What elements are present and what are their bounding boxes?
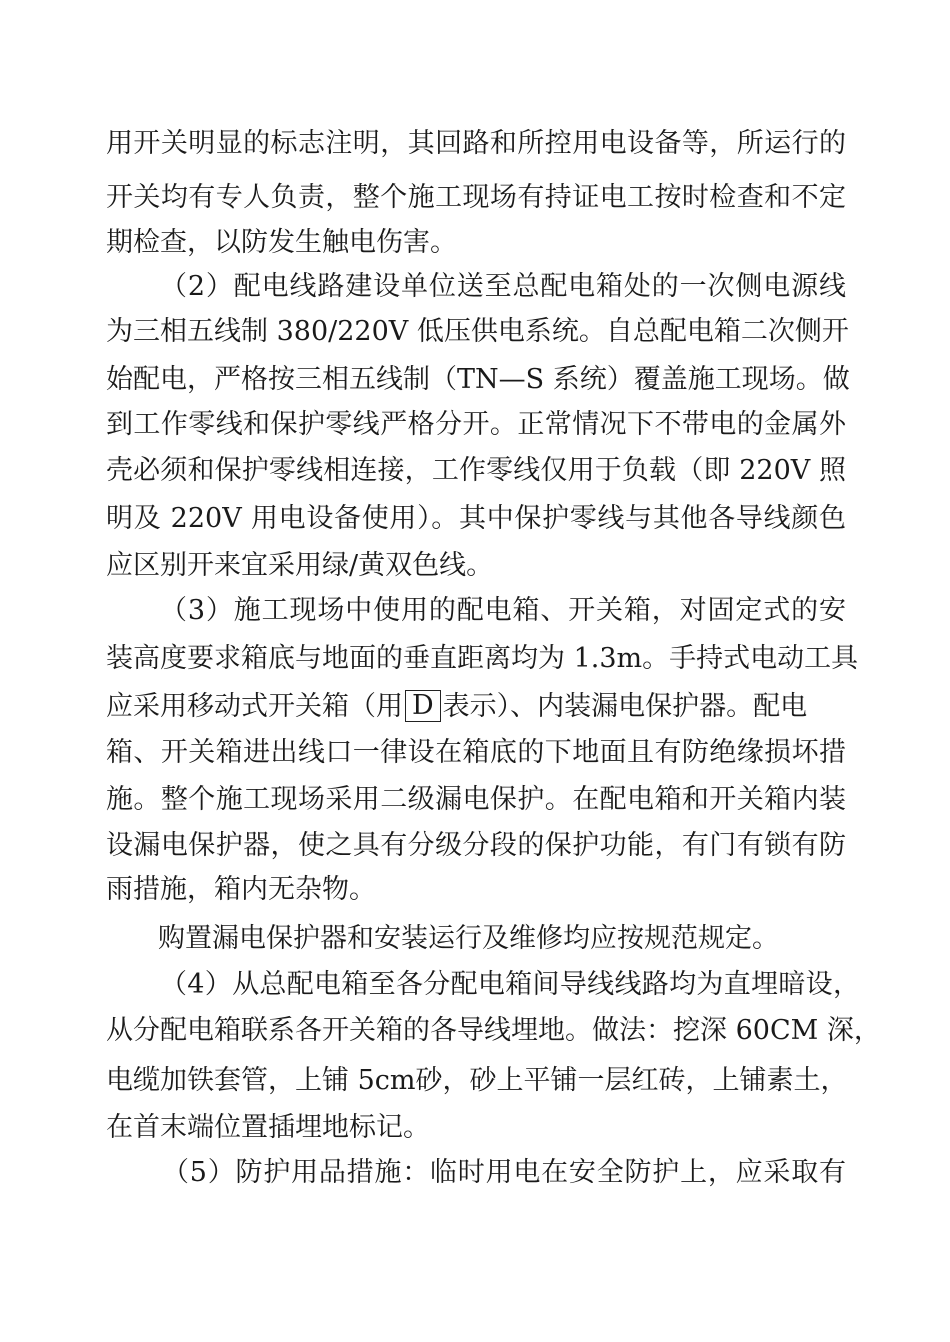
item-4-first-line: （4）从总配电箱至各分配电箱间导线线路均为直埋暗设， <box>160 969 860 1000</box>
text-line: 为三相五线制 380/220V 低压供电系统。自总配电箱二次侧开 <box>106 316 849 347</box>
text-line: 壳必须和保护零线相连接，工作零线仅用于负载（即 220V 照 <box>106 455 846 486</box>
text-line: 明及 220V 用电设备使用）。其中保护零线与其他各导线颜色 <box>106 503 846 534</box>
text-line: 雨措施，箱内无杂物。 <box>106 874 376 905</box>
purchase-note: 购置漏电保护器和安装运行及维修均应按规范规定。 <box>158 923 779 954</box>
text-line: 开关均有专人负责，整个施工现场有持证电工按时检查和不定 <box>106 182 846 213</box>
text-line: 设漏电保护器，使之具有分级分段的保护功能，有门有锁有防 <box>106 830 846 861</box>
text-line: 始配电，严格按三相五线制（TN—S 系统）覆盖施工现场。做 <box>106 364 850 395</box>
text-line: 在首末端位置插埋地标记。 <box>106 1112 430 1143</box>
boxed-symbol: D <box>405 690 441 722</box>
text-segment: 应采用移动式开关箱（用 <box>106 691 403 722</box>
item-3-first-line: （3）施工现场中使用的配电箱、开关箱，对固定式的安 <box>160 595 846 626</box>
item-2-first-line: （2）配电线路建设单位送至总配电箱处的一次侧电源线 <box>160 271 846 302</box>
item-5-first-line: （5）防护用品措施：临时用电在安全防护上，应采取有 <box>162 1157 846 1188</box>
text-line: 施。整个施工现场采用二级漏电保护。在配电箱和开关箱内装 <box>106 784 846 815</box>
text-line: 箱、开关箱进出线口一律设在箱底的下地面且有防绝缘损坏措 <box>106 737 846 768</box>
text-line: 到工作零线和保护零线严格分开。正常情况下不带电的金属外 <box>106 409 846 440</box>
text-line: 从分配电箱联系各开关箱的各导线埋地。做法：挖深 60CM 深， <box>106 1015 881 1046</box>
text-line-with-box <box>106 685 846 729</box>
text-line: 电缆加铁套管，上铺 5cm砂，砂上平铺一层红砖，上铺素土， <box>106 1065 848 1096</box>
text-line: 期检查，以防发生触电伤害。 <box>106 227 457 258</box>
text-line: 应区别开来宜采用绿/黄双色线。 <box>106 550 494 581</box>
text-line: 用开关明显的标志注明，其回路和所控用电设备等，所运行的 <box>106 128 846 159</box>
text-segment: 表示）、内装漏电保护器。配电 <box>442 691 808 722</box>
text-line: 装高度要求箱底与地面的垂直距离均为 1.3m。手持式电动工具 <box>106 643 859 674</box>
